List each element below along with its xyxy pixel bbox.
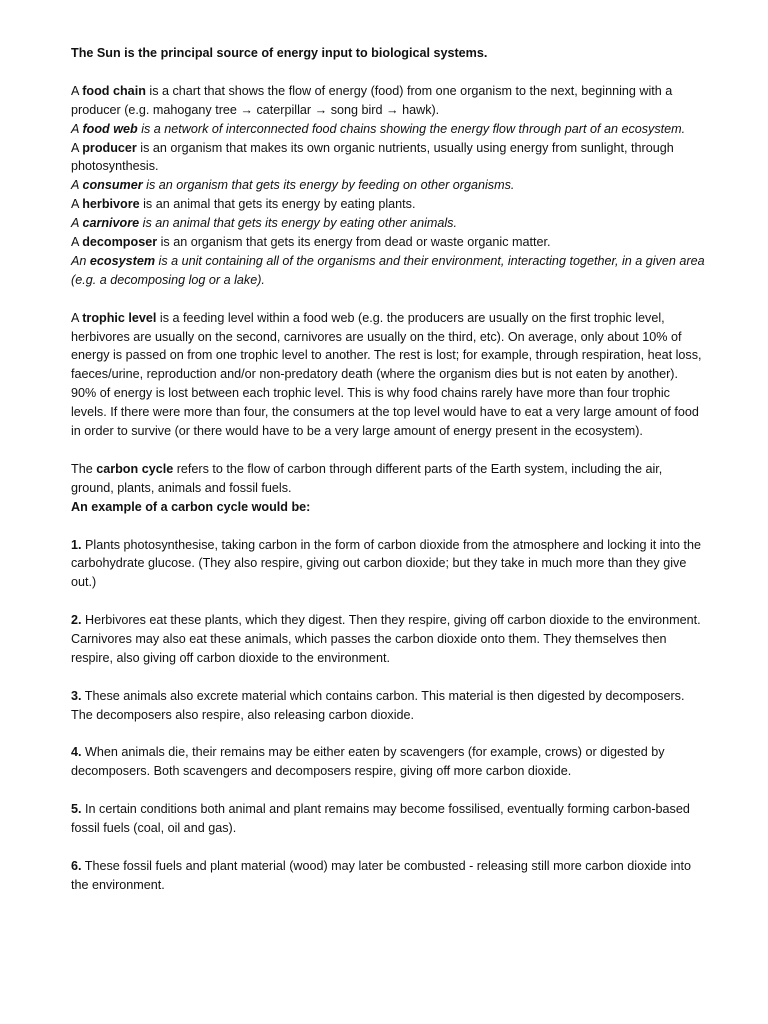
carbon-step: 3. These animals also excrete material which contains carbon. This material is then digested by decomposers. The decomposers also respire, also releasing carbon dioxide.	[71, 688, 685, 722]
trophic-paragraph-2: 90% of energy is lost between each trophic level. This is why food chains rarely have more than four trophic levels. If there were more than four, the consumers at the top level would have to eat a very large amount of food in order to survive (or there would have to be a very large amount of energy present in the ecosystem).	[71, 386, 699, 439]
term-carbon-cycle: carbon cycle	[96, 461, 174, 476]
term-decomposer: decomposer	[82, 235, 158, 250]
carbon-step: 4. When animals die, their remains may be either eaten by scavengers (for example, crows) or digested by decomposers. Both scavengers and decomposers respire, giving off more carbon dioxide.	[71, 745, 665, 779]
trophic-paragraph: A trophic level is a feeding level within a food web (e.g. the producers are usually on the first trophic level, herbivores are usually on the second, carnivores are usually on the third, etc). On average, only about 10% of energy is passed on from one trophic level to another. The rest is lost; for example, through respiration, heat loss, faeces/urine, reproduction and/or non-predatory death (where the organism dies but is not eaten by another).	[71, 310, 702, 382]
def-food-chain: A food chain is a chart that shows the flow of energy (food) from one organism to the next, beginning with a producer (e.g. mahogany tree → caterpillar → song bird → hawk).	[71, 83, 673, 117]
term-herbivore: herbivore	[82, 197, 140, 212]
step-number: 3.	[71, 688, 82, 703]
def-food-web: A food web is a network of interconnected food chains showing the energy flow through part of an ecosystem.	[71, 121, 686, 136]
term-consumer: consumer	[82, 178, 143, 193]
carbon-step: 6. These fossil fuels and plant material (wood) may later be combusted - releasing still more carbon dioxide into the environment.	[71, 858, 691, 892]
carbon-step: 1. Plants photosynthesise, taking carbon in the form of carbon dioxide from the atmosphere and locking it into the carbohydrate glucose. (They also respire, giving out carbon dioxide; but they take in much more than they give out.)	[71, 537, 702, 590]
def-carnivore: A carnivore is an animal that gets its energy by eating other animals.	[71, 216, 457, 231]
def-producer: A producer is an organism that makes its own organic nutrients, usually using energy from sunlight, through photosynthesis.	[71, 140, 674, 174]
carbon-step: 5. In certain conditions both animal and plant remains may become fossilised, eventually forming carbon-based fossil fuels (coal, oil and gas).	[71, 802, 690, 836]
carbon-step: 2. Herbivores eat these plants, which they digest. Then they respire, giving off carbon dioxide to the environment. Carnivores may also eat these animals, which passes the carbon dioxide onto them. They themselves then respire, also giving off carbon dioxide to the environment.	[71, 613, 701, 665]
def-herbivore: A herbivore is an animal that gets its energy by eating plants.	[71, 197, 416, 212]
carbon-cycle-paragraph: The carbon cycle refers to the flow of carbon through different parts of the Earth system, including the air, ground, plants, animals and fossil fuels.	[71, 461, 663, 495]
term-ecosystem: ecosystem	[89, 253, 156, 268]
doc-heading: The Sun is the principal source of energy input to biological systems.	[71, 46, 488, 60]
term-food-chain: food chain	[82, 83, 146, 98]
term-trophic-level: trophic level	[82, 310, 157, 325]
step-number: 2.	[71, 613, 82, 628]
term-carnivore: carnivore	[82, 216, 140, 231]
def-decomposer: A decomposer is an organism that gets its energy from dead or waste organic matter.	[71, 235, 551, 250]
carbon-example-heading: An example of a carbon cycle would be:	[71, 499, 311, 514]
def-ecosystem: An ecosystem is a unit containing all of the organisms and their environment, interacting together, in a given area (e.g. a decomposing log or a lake).	[71, 253, 705, 287]
term-producer: producer	[82, 140, 137, 155]
step-number: 6.	[71, 858, 82, 873]
term-food-web: food web	[82, 121, 138, 136]
step-number: 1.	[71, 537, 82, 552]
step-number: 4.	[71, 745, 82, 760]
step-number: 5.	[71, 802, 82, 817]
def-consumer: A consumer is an organism that gets its energy by feeding on other organisms.	[71, 178, 515, 193]
